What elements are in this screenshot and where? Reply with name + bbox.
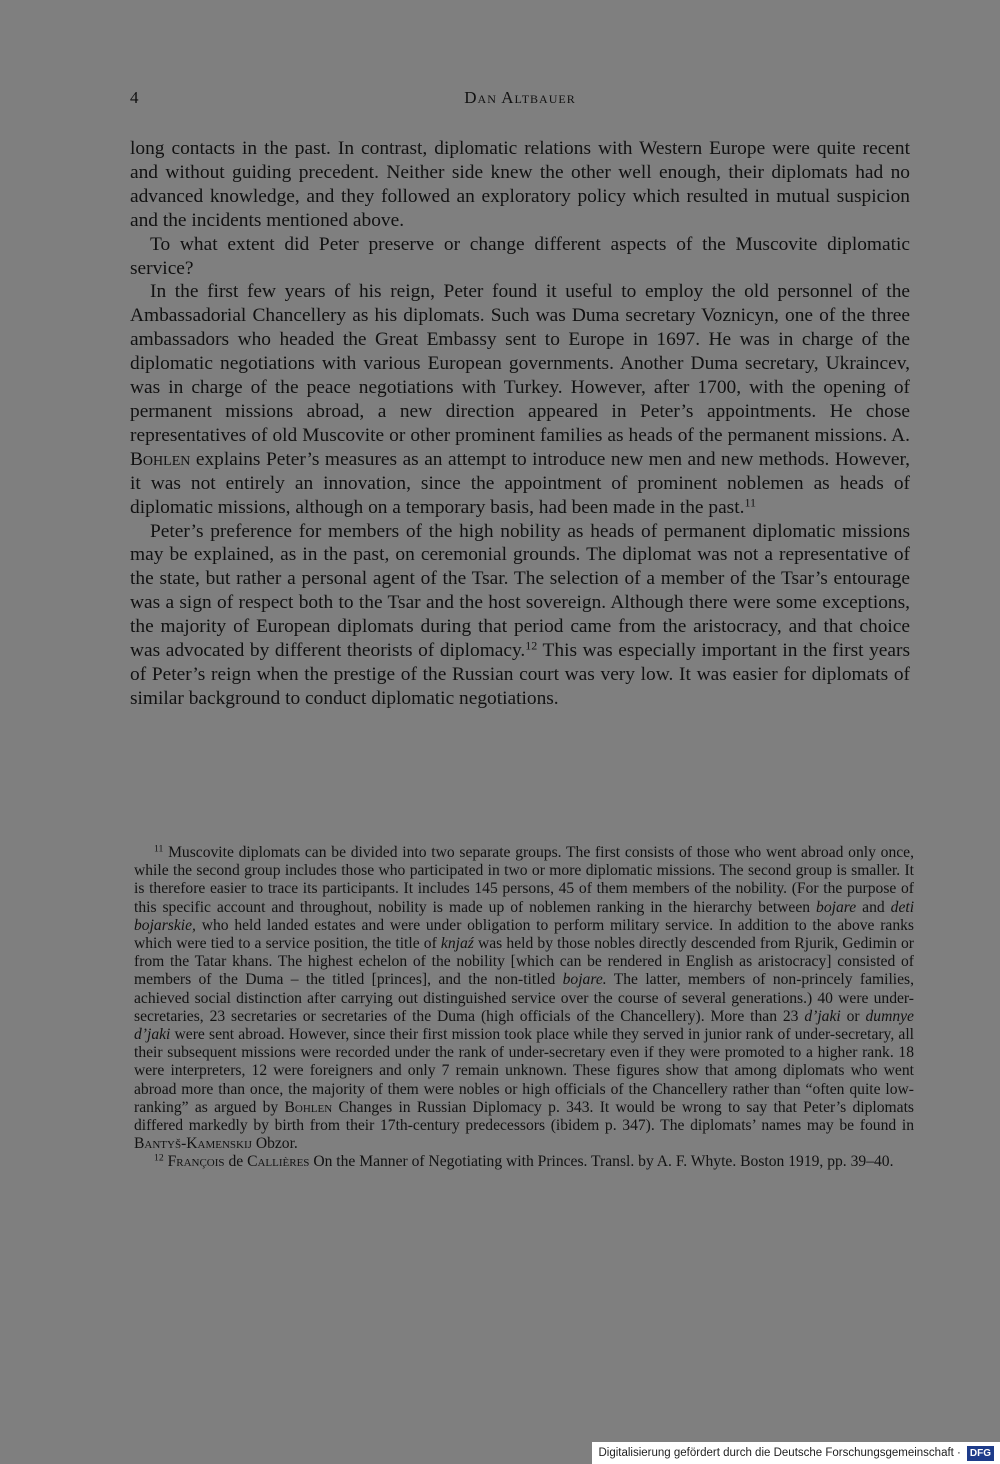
paragraph-4: Peter’s preference for members of the high nobility as heads of permanent diplomatic missions may be explained, as in the past, on ceremonial grounds. The diplomat was not a representative of the state, but rather a personal agent of the Tsar. The selection of a member of the Tsar’s entourage was a sign of respect both to the Tsar and the host sovereign. Although there were some exceptions, the majority of European diplomats during that period came from the aristocracy, and that choice was advocated by different theorists of diplomacy.$^{12}$ This was especially important in the first years of Peter’s reign when the prestige of the Russian court was very low. It was easier for diplomats of similar background to conduct diplomatic negotiations.	[130, 520, 911, 709]
paragraph-1: long contacts in the past. In contrast, diplomatic relations with Western Europe were quite recent and without guiding precedent. Neither side knew the other well enough, their diplomats had no advanced knowledge, and they followed an exploratory policy which resulted in mutual suspicion and the incidents mentioned above.	[130, 138, 910, 231]
footnote-number: 12	[154, 1153, 164, 1165]
author-name: Bohlen	[130, 448, 191, 470]
digitization-credit	[592, 1442, 1000, 1464]
paragraph-3: In the first few years of his reign, Peter found it useful to employ the old personnel of the Ambassadorial Chancellery as his diplomats. Such was Duma secretary Voznicyn, one of the three ambassadors who headed the Great Embassy sent to Europe in 1697. He was in charge of the diplomatic negotiations with various European governments. Another Duma secretary, Ukraincev, was in charge of the peace negotiations with Turkey. However, after 1700, with the opening of permanent missions abroad, a new direction appeared in Peter’s appointments. He chose representatives of old Muscovite or other prominent families as heads of the permanent missions. A. Bohlen explains Peter’s measures as an attempt to introduce new men and new methods. However, it was not entirely an innovation, since the appointment of prominent noblemen as heads of diplomatic missions, although on a temporary basis, had been made in the past.$^{11}$	[130, 281, 910, 518]
footnotes	[134, 844, 914, 1172]
body-text	[130, 137, 910, 711]
page-number: 4	[130, 88, 139, 107]
credit-text: Digitalisierung gefördert durch die Deutsche Forschungsgemeinschaft ·	[598, 1447, 961, 1459]
author-name: Bantyš-Kamenskij	[134, 1135, 252, 1153]
author-name: François	[167, 1153, 225, 1171]
footnote-ref-11[interactable]: 11	[744, 494, 757, 509]
footnote-12: $^{12}$ François de Callières On the Manner of Negotiating with Princes. Transl. by A. F. Whyte. Boston 1919, pp. 39–40.	[154, 1153, 894, 1171]
page-header	[130, 88, 910, 112]
running-head: Dan Altbauer	[464, 88, 576, 107]
footnote-ref-12[interactable]: 12	[525, 638, 538, 653]
author-name: Callières	[247, 1153, 310, 1171]
footnote-number: 11	[154, 843, 164, 855]
dfg-logo: DFG	[967, 1446, 994, 1461]
footnote-11: $^{11}$ Muscovite diplomats can be divided into two separate groups. The first consists of those who went abroad only once, while the second group includes those who participated in two or more diplomatic missions. The second group is smaller. It is therefore easier to trace its participants. It includes 145 persons, 45 of them members of the nobility. (For the purpose of this specific account and throughout, nobility is made up of noblemen ranking in the hierarchy between bojare and deti bojarskie, who held landed estates and were under obligation to perform military service. In addition to the above ranks which were tied to a service position, the title of knjaź was held by those nobles directly descended from Rjurik, Gedimin or from the Tatar khans. The highest echelon of the nobility [which can be rendered in English as aristocracy] consisted of members of the Duma – the titled [princes], and the non-titled bojare. The latter, members of non-princely families, achieved social distinction after carrying out distinguished service over the course of several generations.) 40 were under-secretaries, 23 secretaries or secretaries of the Duma (high officials of the Chancellery). More than 23 d’jaki or dumnye d’jaki were sent abroad. However, since their first mission took place while they served in junior rank of under-secretary, all their subsequent missions were recorded under the rank of under-secretary even if they were promoted to a higher rank. 18 were interpreters, 12 were foreigners and only 7 remain unknown. These figures show that among diplomats who went abroad more than once, the majority of them were nobles or high officials of the Chancellery rather than “often quite low-ranking” as argued by Bohlen Changes in Russian Diplomacy p. 343. It would be wrong to say that Peter’s diplomats differed markedly by birth from their 17th-century predecessors (ibidem p. 347). The diplomats’ names may be found in Bantyš-Kamenskij Obzor.	[134, 843, 915, 1153]
author-name: Bohlen	[284, 1098, 333, 1116]
paragraph-2: To what extent did Peter preserve or change different aspects of the Muscovite diplomatic service?	[130, 233, 910, 279]
